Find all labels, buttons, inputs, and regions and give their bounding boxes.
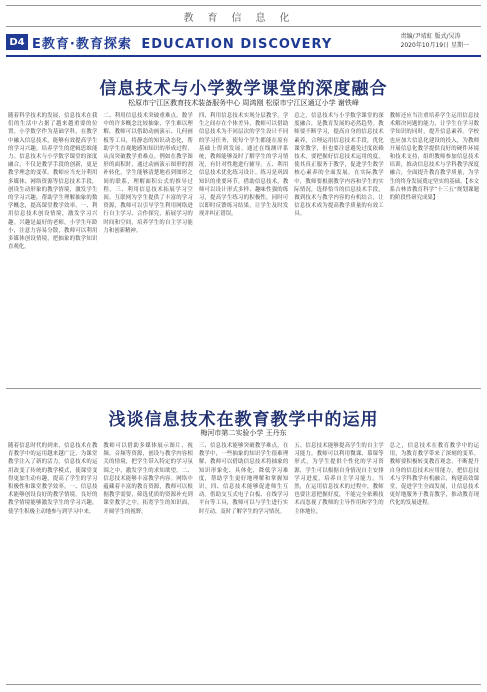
article1-column: 教师还应当注重培养学生运用信息技术解决问题的能力，让学生在学习数学知识的同时，提升信息素养。学校也应加大信息化建设的投入，为教师开展信息化教学提供良好的硬件环境和技术支持，组织教师参加信息技术培训，推动信息技术与学科教学深度融合，全面提升教育教学质量，为学生的终身发展奠定坚实的基础。【本文系吉林省教育科学“十三五”规划课题的阶段性研究成果】 xyxy=(389,113,480,202)
page-header xyxy=(6,30,481,54)
section-name: E教育·教育探索 xyxy=(32,36,132,52)
editor-line: 责编/尹靖虹 版式/吴涛 xyxy=(400,33,461,40)
bottom-divider xyxy=(6,684,481,685)
article2-title: 浅谈信息技术在教育教学中的运用 xyxy=(108,410,379,430)
article2-body xyxy=(8,442,479,680)
article2-column: 五、信息技术能够提高学生的自主学习能力。教师可以利用微课、慕课等形式，为学生提供个性化的学习资源，学生可以根据自身情况自主安排学习进度，培养自主学习能力。当然，在运用信息技术的过程中，教师也要注意把握好度，不能完全依赖技术而忽视了教师的主导作用和学生的主体地位。 xyxy=(294,443,384,515)
banner-text: 教育信息化 xyxy=(183,12,304,24)
article2-column: 总之，信息技术在教育教学中的运用，为教育教学带来了深刻的变革。教师要积极转变教育观念，不断提升自身的信息技术应用能力，把信息技术与学科教学有机融合，构建高效课堂，促进学生全面发展，让信息技术更好地服务于教育教学，推动教育现代化的发展进程。 xyxy=(389,443,480,507)
section-name-en: EDUCATION DISCOVERY xyxy=(141,36,333,52)
article1-author: 松原市宁江区教育技术装备服务中心 周鸿刚 松原市宁江区通辽小学 谢铁峰 xyxy=(128,99,359,107)
header-divider xyxy=(6,55,481,57)
page-number: D4 xyxy=(6,34,28,50)
article1-column: 四、利用信息技术实现分层教学。学生之间存在个体差异，教师可以借助信息技术为不同层次的学生设计不同的学习任务，使每个学生都能在原有基础上得到发展。通过在线测评系统，教师能够及时了解学生的学习情况，有针对性地进行辅导。五、利用信息技术优化练习设计。练习是巩固知识的重要环节，借助信息技术，教师可以设计形式多样、趣味性强的练习，提高学生练习的积极性，同时可以即时反馈练习结果，让学生及时发现并纠正错误。 xyxy=(198,113,289,218)
top-banner xyxy=(6,5,481,27)
section-title xyxy=(32,33,332,52)
article1-body xyxy=(8,112,479,384)
article1-column: 二、利用信息技术突破重难点。数学中的许多概念比较抽象，学生难以理解，教师可以借助动画演示、几何画板等工具，将静态的知识动态化，帮助学生直观地感知知识的形成过程，从而突破教学重难点。例如在教学图形的面积时，通过动画演示图形的割补转化，学生能够清楚地看到图形之间的联系，理解面积公式的推导过程。三、利用信息技术拓展学习空间。互联网为学生提供了丰富的学习资源，教师可以引导学生利用网络进行自主学习、合作探究，拓展学习的时间和空间，培养学生的自主学习能力和创新精神。 xyxy=(103,113,193,234)
article2-column: 三、信息技术能够突破教学难点。在教学中，一些抽象的知识学生很难理解，教师可以借助信息技术将抽象的知识形象化、具体化，降低学习难度，帮助学生更好地理解和掌握知识。四、信息技术能够促进师生互动。借助交互式电子白板、在线学习平台等工具，教师可以与学生进行实时互动，及时了解学生的学习情况。 xyxy=(198,443,289,515)
article2-column: 随着信息时代的到来，信息技术在教育教学中的运用越来越广泛，为课堂教学注入了新的活力。信息技术的运用改变了传统的教学模式，使课堂变得更加生动有趣，提高了学生的学习积极性和课堂教学效率。一、信息技术能够创设良好的教学情境。良好的教学情境能够激发学生的学习兴趣，使学生积极主动地参与到学习中来。 xyxy=(8,443,98,515)
article1-title: 信息技术与小学数学课堂的深度融合 xyxy=(99,79,388,99)
article2-author: 梅河市第二实验小学 王丹东 xyxy=(200,429,287,437)
date-line: 2020年10月19日 星期一 xyxy=(400,42,469,49)
article-divider xyxy=(6,388,481,389)
header-meta xyxy=(401,32,469,50)
article2-column: 教师可以借助多媒体展示图片、视频、音频等资源，创设与教学内容相关的情境，把学生带入特定的学习氛围之中，激发学生的求知欲望。二、信息技术能够丰富教学内容。网络中蕴藏着丰富的教育资源，教师可以根据教学需要，筛选优质的资源补充到课堂教学之中，拓宽学生的知识面，开阔学生的视野。 xyxy=(103,443,193,515)
article1-column: 总之，信息技术与小学数学课堂的深度融合，是教育发展的必然趋势。教师要不断学习，提高自身的信息技术素养，合理运用信息技术手段，优化课堂教学，但也要注意避免过度依赖技术，要把握好信息技术运用的度，使其真正服务于教学，促进学生数学核心素养的全面发展。在实际教学中，教师要根据教学内容和学生的实际情况，选择恰当的信息技术手段，做到技术与教学内容的有机结合，让信息技术成为提高教学质量的有效工具。 xyxy=(294,113,384,218)
article1-column: 随着科学技术的发展，信息技术在我们的生活中占据了越来越重要的位置。小学数学作为基础学科，在教学中融入信息技术，能够有效提高学生的学习兴趣，培养学生的逻辑思维能力。信息技术与小学数学课堂的深度融合，不仅是教学手段的创新，更是教学理念的变革。教师应当充分利用多媒体、网络资源等信息技术手段，创设生动形象的教学情境，激发学生的学习兴趣，帮助学生理解抽象的数学概念，提高课堂教学效率。一、利用信息技术创设情境，激发学习兴趣。兴趣是最好的老师，小学生年龄小，注意力容易分散，教师可以利用多媒体创设情境，把抽象的数学知识直观化。 xyxy=(8,113,98,251)
